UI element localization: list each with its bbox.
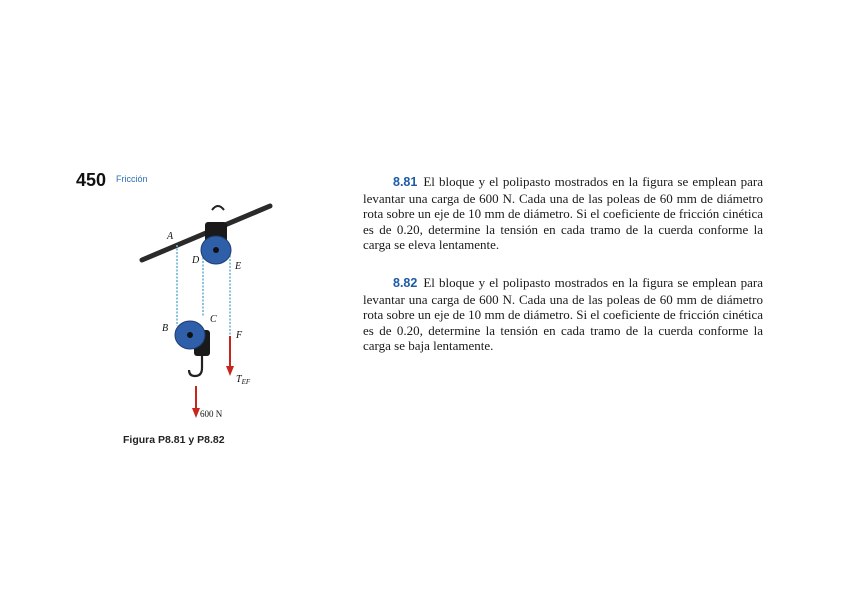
label-d: D xyxy=(192,255,200,266)
label-e: E xyxy=(235,261,242,272)
bottom-hook xyxy=(189,356,202,376)
label-f: F xyxy=(236,330,243,341)
tension-label xyxy=(236,374,251,386)
figure-caption: Figura P8.81 y P8.82 xyxy=(123,434,225,446)
problem-number: 8.81 xyxy=(393,175,418,189)
problem-text: El bloque y el polipasto mostrados en la figura se emplean para levantar una carga de 600 N. Cada una de las poleas de 60 mm de diámetro rota sobre un eje de 10 mm de diámetro. Si el coeficiente de fricción cinética es de 0.20, determine la tensión en cada tramo de la cuerda conforme la carga se baja lentamente. xyxy=(363,275,763,353)
block-and-tackle-diagram xyxy=(120,188,290,418)
section-title: Fricción xyxy=(116,174,148,184)
page-number: 450 xyxy=(76,170,107,190)
load-arrow xyxy=(192,408,200,418)
load-label: 600 N xyxy=(200,409,223,418)
pulley-figure xyxy=(120,188,290,418)
problem-number: 8.82 xyxy=(393,276,418,290)
problem-text: El bloque y el polipasto mostrados en la figura se emplean para levantar una carga de 600 N. Cada una de las poleas de 60 mm de diámetro rota sobre un eje de 10 mm de diámetro. Si el coeficiente de fricción cinética es de 0.20, determine la tensión en cada tramo de la cuerda conforme la carga se eleva lentamente. xyxy=(363,174,763,252)
tension-subscript: EF xyxy=(241,378,251,386)
label-a: A xyxy=(167,231,174,242)
problem-8-82 xyxy=(363,275,763,354)
top-hook xyxy=(212,206,224,210)
tension-symbol: T xyxy=(236,374,242,385)
tension-arrow xyxy=(226,366,234,376)
label-c: C xyxy=(210,314,217,325)
label-b: B xyxy=(162,323,169,334)
problem-8-81 xyxy=(363,174,763,253)
